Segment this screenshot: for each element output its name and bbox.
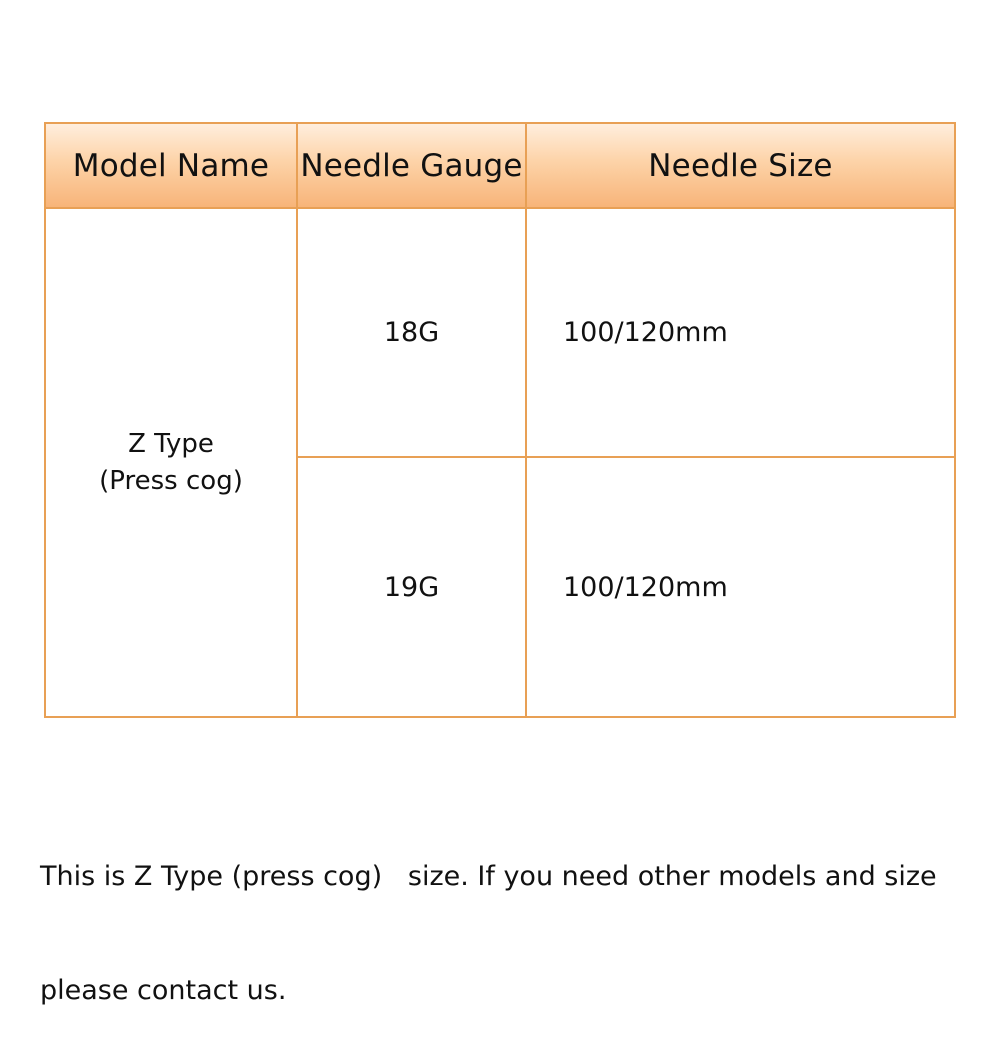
model-name-cell (45, 208, 297, 717)
contact-note (40, 782, 970, 1048)
header-needle-gauge: Needle Gauge (297, 123, 526, 208)
header-model-name: Model Name (45, 123, 297, 208)
model-name-line2: (Press cog) (99, 465, 243, 496)
gauge-cell: 18G (297, 208, 526, 457)
header-needle-size: Needle Size (526, 123, 955, 208)
note-line-1: This is Z Type (press cog) size. If you need other models and size (40, 861, 937, 892)
size-cell: 100/120mm (526, 457, 955, 717)
table-row (45, 208, 955, 457)
note-line-2: please contact us. (40, 975, 287, 1006)
size-cell: 100/120mm (526, 208, 955, 457)
gauge-cell: 19G (297, 457, 526, 717)
model-name-line1: Z Type (128, 428, 214, 459)
needle-spec-table (44, 122, 956, 718)
header-row (45, 123, 955, 208)
